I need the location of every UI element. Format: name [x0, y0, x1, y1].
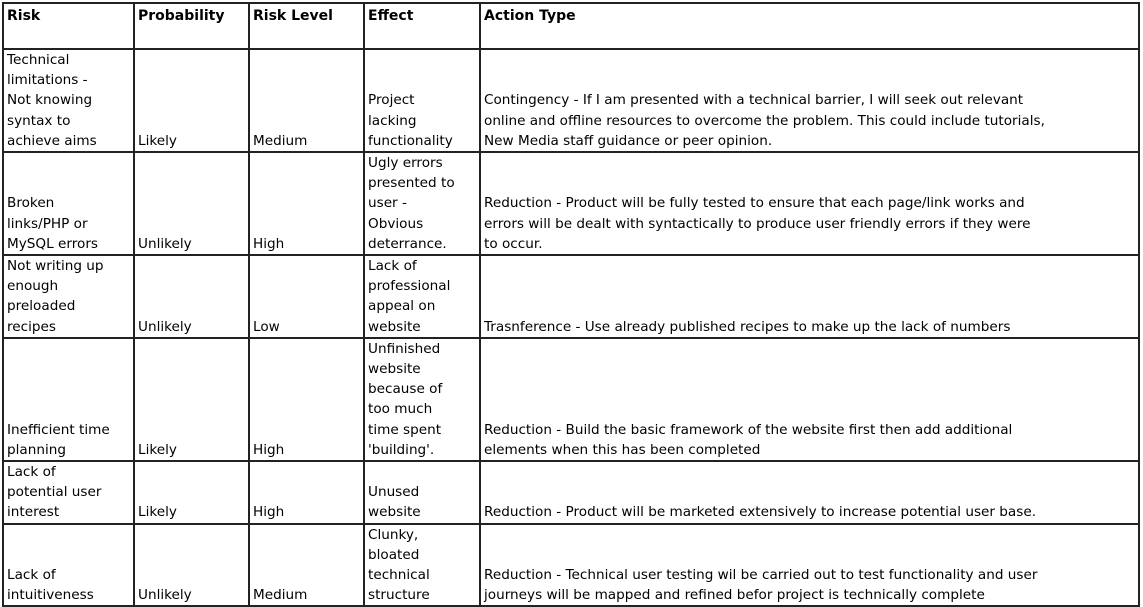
header-row — [3, 3, 1139, 49]
probability-cell: Likely — [134, 338, 249, 461]
risk-level-cell: High — [249, 461, 364, 524]
cell-line: technical — [368, 567, 430, 584]
cell-line: too much — [368, 401, 433, 418]
risk-level-cell: High — [249, 338, 364, 461]
cell-line: errors will be dealt with syntactically to produce user friendly errors if they were — [484, 215, 1031, 232]
cell-line: lacking — [368, 112, 417, 129]
cell-line: 'building'. — [368, 441, 435, 458]
cell-line: Lack of — [7, 567, 56, 584]
cell-line: interest — [7, 504, 60, 521]
risk-table — [2, 2, 1140, 607]
cell-line: Not knowing — [7, 92, 93, 109]
table-row — [3, 338, 1139, 461]
cell-line: structure — [368, 587, 430, 604]
cell-line: recipes — [7, 318, 56, 335]
header-effect: Effect — [364, 3, 480, 49]
risk-cell — [3, 461, 134, 524]
risk-level-cell: Medium — [249, 524, 364, 607]
cell-line: Not writing up — [7, 258, 104, 275]
cell-line: because of — [368, 381, 443, 398]
cell-line: functionality — [368, 132, 453, 149]
cell-line: online and offline resources to overcome the problem. This could include tutorials, — [484, 112, 1045, 129]
probability-cell: Likely — [134, 49, 249, 152]
cell-line: Lack of — [368, 258, 417, 275]
header-action-type: Action Type — [480, 3, 1139, 49]
effect-cell — [364, 338, 480, 461]
cell-line: potential user — [7, 484, 102, 501]
cell-line: user - — [368, 195, 407, 212]
cell-line: website — [368, 318, 421, 335]
cell-line: to occur. — [484, 235, 543, 252]
cell-line: Reduction - Technical user testing wil be carried out to test functionality and user — [484, 567, 1038, 584]
table-row — [3, 524, 1139, 607]
effect-cell — [364, 461, 480, 524]
cell-line: Clunky, — [368, 526, 419, 543]
table-row — [3, 49, 1139, 152]
risk-cell — [3, 338, 134, 461]
risk-cell — [3, 524, 134, 607]
cell-line: enough — [7, 278, 59, 295]
cell-line: Broken — [7, 195, 55, 212]
cell-line: Trasnference - Use already published recipes to make up the lack of numbers — [484, 318, 1011, 335]
cell-line: Reduction - Build the basic framework of the website first then add additional — [484, 421, 1013, 438]
header-risk: Risk — [3, 3, 134, 49]
header-risk-level: Risk Level — [249, 3, 364, 49]
cell-line: links/PHP or — [7, 215, 88, 232]
cell-line: journeys will be mapped and refined befor project is technically complete — [484, 587, 985, 604]
cell-line: intuitiveness — [7, 587, 94, 604]
effect-cell — [364, 49, 480, 152]
table-row — [3, 255, 1139, 338]
effect-cell — [364, 255, 480, 338]
cell-line: website — [368, 504, 421, 521]
action-type-cell — [480, 49, 1139, 152]
cell-line: Obvious — [368, 215, 424, 232]
action-type-cell — [480, 255, 1139, 338]
action-type-cell — [480, 524, 1139, 607]
risk-level-cell: High — [249, 152, 364, 255]
cell-line: elements when this has been completed — [484, 441, 761, 458]
cell-line: syntax to — [7, 112, 71, 129]
risk-cell — [3, 255, 134, 338]
cell-line: Reduction - Product will be fully tested to ensure that each page/link works and — [484, 195, 1025, 212]
cell-line: MySQL errors — [7, 235, 98, 252]
cell-line: website — [368, 361, 421, 378]
cell-line: limitations - — [7, 72, 88, 89]
action-type-cell — [480, 338, 1139, 461]
cell-line: professional — [368, 278, 451, 295]
probability-cell: Likely — [134, 461, 249, 524]
table-row — [3, 152, 1139, 255]
cell-line: Reduction - Product will be marketed extensively to increase potential user base. — [484, 504, 1037, 521]
header-probability: Probability — [134, 3, 249, 49]
cell-line: bloated — [368, 546, 420, 563]
probability-cell: Unlikely — [134, 255, 249, 338]
cell-line: presented to — [368, 175, 455, 192]
risk-level-cell: Low — [249, 255, 364, 338]
cell-line: preloaded — [7, 298, 76, 315]
cell-line: achieve aims — [7, 132, 97, 149]
probability-cell: Unlikely — [134, 152, 249, 255]
probability-cell: Unlikely — [134, 524, 249, 607]
cell-line: Unfinished — [368, 340, 441, 357]
table-body — [3, 49, 1139, 606]
cell-line: New Media staff guidance or peer opinion. — [484, 132, 773, 149]
cell-line: Lack of — [7, 464, 56, 481]
cell-line: Ugly errors — [368, 155, 443, 172]
cell-line: planning — [7, 441, 66, 458]
effect-cell — [364, 152, 480, 255]
cell-line: deterrance. — [368, 235, 447, 252]
risk-cell — [3, 49, 134, 152]
cell-line: time spent — [368, 421, 442, 438]
action-type-cell — [480, 152, 1139, 255]
effect-cell — [364, 524, 480, 607]
table-row — [3, 461, 1139, 524]
cell-line: appeal on — [368, 298, 436, 315]
cell-line: Project — [368, 92, 415, 109]
action-type-cell — [480, 461, 1139, 524]
cell-line: Unused — [368, 484, 420, 501]
cell-line: Technical — [7, 52, 70, 68]
cell-line: Contingency - If I am presented with a technical barrier, I will seek out relevant — [484, 92, 1024, 109]
risk-level-cell: Medium — [249, 49, 364, 152]
cell-line: Inefficient time — [7, 421, 110, 438]
risk-cell — [3, 152, 134, 255]
